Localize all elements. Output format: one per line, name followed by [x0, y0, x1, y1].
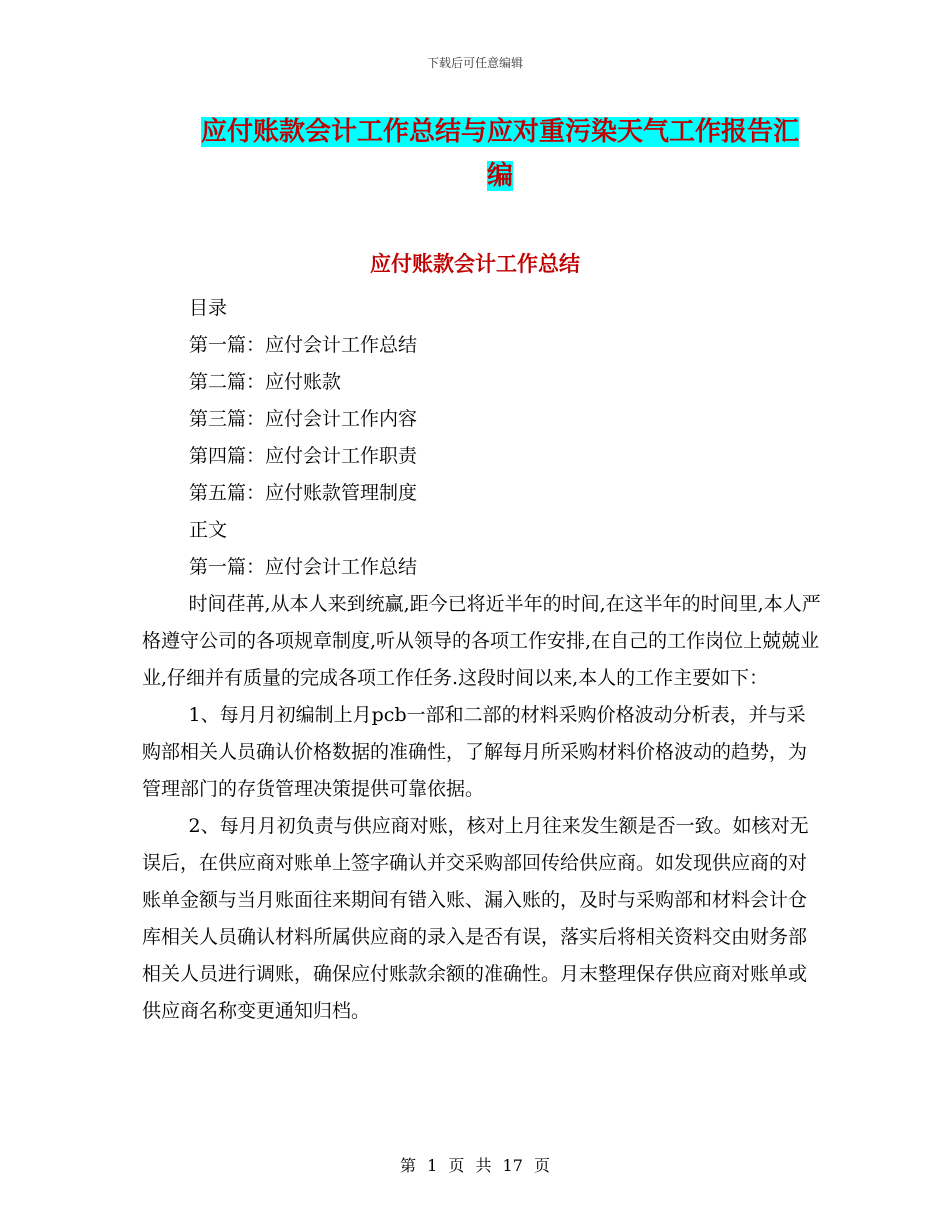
- paragraph: 2、每月月初负责与供应商对账，核对上月往来发生额是否一致。如核对无误后，在供应商对账单上签字确认并交采购部回传给供应商。如发现供应商的对账单金额与当月账面往来期间有错入账、漏入账的，及时与采购部和材料会计仓库相关人员确认材料所属供应商的录入是否有误，落实后将相关资料交由财务部相关人员进行调账，确保应付账款余额的准确性。月末整理保存供应商对账单或供应商名称变更通知归档。: [142, 815, 809, 1022]
- page-footer: 第 1 页 共 17 页: [400, 1156, 550, 1175]
- header-note: 下载后可任意编辑: [426, 56, 523, 70]
- toc-heading: 目录: [189, 297, 228, 319]
- toc-item: 第一篇：应付会计工作总结: [189, 334, 418, 356]
- main-title-line1: 应付账款会计工作总结与应对重污染天气工作报告汇: [200, 117, 799, 147]
- body-heading: 正文: [189, 519, 228, 541]
- toc-item: 第三篇：应付会计工作内容: [189, 408, 418, 430]
- toc-item: 第五篇：应付账款管理制度: [189, 482, 418, 504]
- main-title-line2: 编: [486, 161, 513, 191]
- main-title: [190, 110, 810, 198]
- toc-item: 第四篇：应付会计工作职责: [189, 445, 418, 467]
- chapter-title: 第一篇：应付会计工作总结: [189, 556, 418, 578]
- document-body: [142, 290, 822, 1030]
- paragraph: 1、每月月初编制上月pcb一部和二部的材料采购价格波动分析表，并与采购部相关人员确认价格数据的准确性，了解每月所采购材料价格波动的趋势，为管理部门的存货管理决策提供可靠依据。: [142, 704, 808, 800]
- section-title: 应付账款会计工作总结: [370, 251, 580, 276]
- toc-item: 第二篇：应付账款: [189, 371, 342, 393]
- paragraph: 时间荏苒,从本人来到统赢,距今已将近半年的时间,在这半年的时间里,本人严格遵守公司的各项规章制度,听从领导的各项工作安排,在自己的工作岗位上兢兢业业,仔细并有质量的完成各项工作任务.这段时间以来,本人的工作主要如下：: [142, 593, 821, 689]
